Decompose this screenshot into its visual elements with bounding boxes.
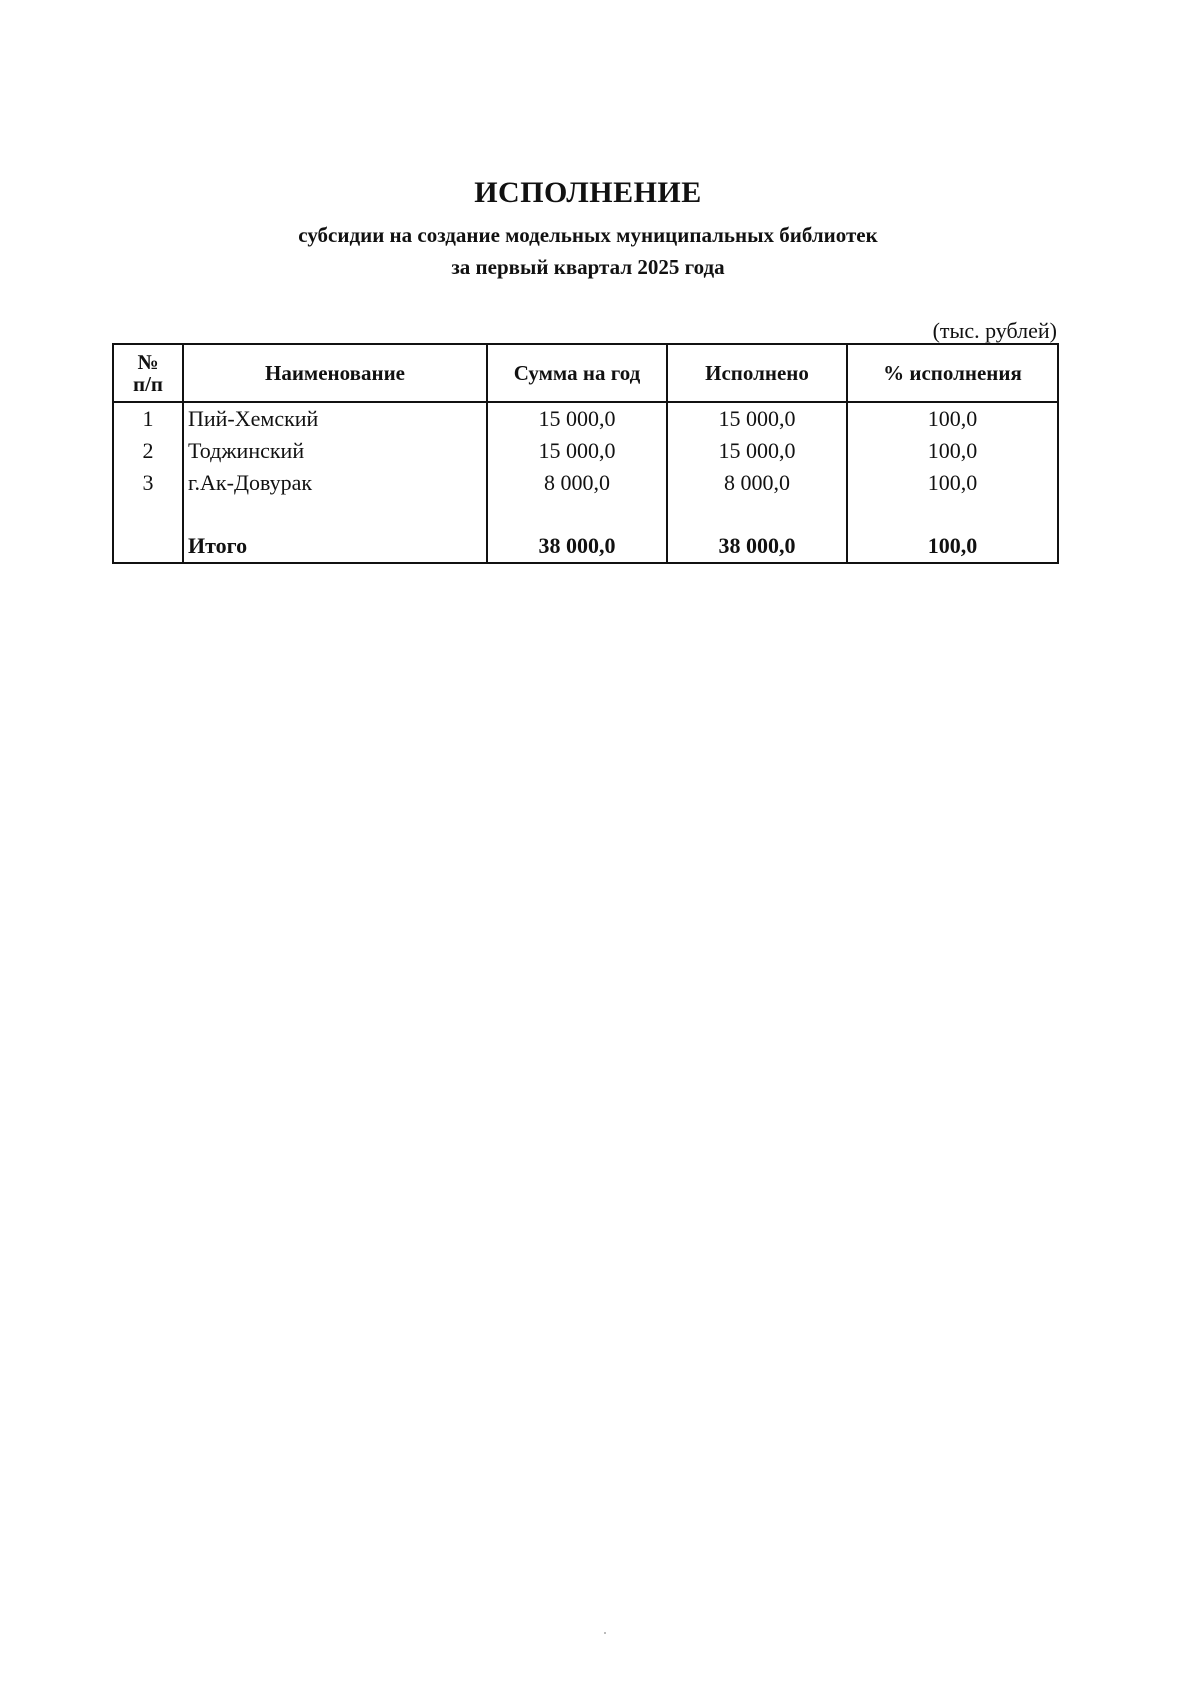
cell-number: 3 — [113, 467, 183, 499]
cell-sum: 15 000,0 — [487, 435, 667, 467]
cell-sum: 15 000,0 — [487, 402, 667, 435]
units-note: (тыс. рублей) — [932, 318, 1057, 343]
total-percent: 100,0 — [847, 521, 1058, 563]
cell-done: 15 000,0 — [667, 435, 847, 467]
spacer-row — [113, 499, 1058, 521]
page-title: ИСПОЛНЕНИЕ — [474, 176, 702, 209]
cell-number: 1 — [113, 402, 183, 435]
header-number-line-1: № — [137, 350, 159, 374]
spacer-cell — [667, 499, 847, 521]
total-label: Итого — [183, 521, 487, 563]
table-row — [113, 467, 1058, 499]
total-number-cell — [113, 521, 183, 563]
header-number-line-2: п/п — [132, 372, 164, 396]
table-row — [113, 435, 1058, 467]
total-sum: 38 000,0 — [487, 521, 667, 563]
cell-name: г.Ак-Довурак — [183, 467, 487, 499]
execution-table — [112, 343, 1059, 564]
total-done: 38 000,0 — [667, 521, 847, 563]
cell-number: 2 — [113, 435, 183, 467]
header-name: Наименование — [183, 344, 487, 402]
cell-done: 8 000,0 — [667, 467, 847, 499]
cell-sum: 8 000,0 — [487, 467, 667, 499]
table-header-row — [113, 344, 1058, 402]
total-row — [113, 521, 1058, 563]
header-percent: % исполнения — [847, 344, 1058, 402]
scan-dot — [604, 1632, 606, 1634]
cell-name: Тоджинский — [183, 435, 487, 467]
header-number — [113, 344, 183, 402]
spacer-cell — [487, 499, 667, 521]
cell-done: 15 000,0 — [667, 402, 847, 435]
spacer-cell — [847, 499, 1058, 521]
spacer-cell — [113, 499, 183, 521]
page-subtitle-line-2: за первый квартал 2025 года — [451, 255, 725, 279]
cell-percent: 100,0 — [847, 402, 1058, 435]
page-subtitle-line-1: субсидии на создание модельных муниципальных библиотек — [298, 223, 878, 247]
spacer-cell — [183, 499, 487, 521]
cell-percent: 100,0 — [847, 467, 1058, 499]
table-row — [113, 402, 1058, 435]
cell-percent: 100,0 — [847, 435, 1058, 467]
header-done: Исполнено — [667, 344, 847, 402]
cell-name: Пий-Хемский — [183, 402, 487, 435]
header-sum: Сумма на год — [487, 344, 667, 402]
